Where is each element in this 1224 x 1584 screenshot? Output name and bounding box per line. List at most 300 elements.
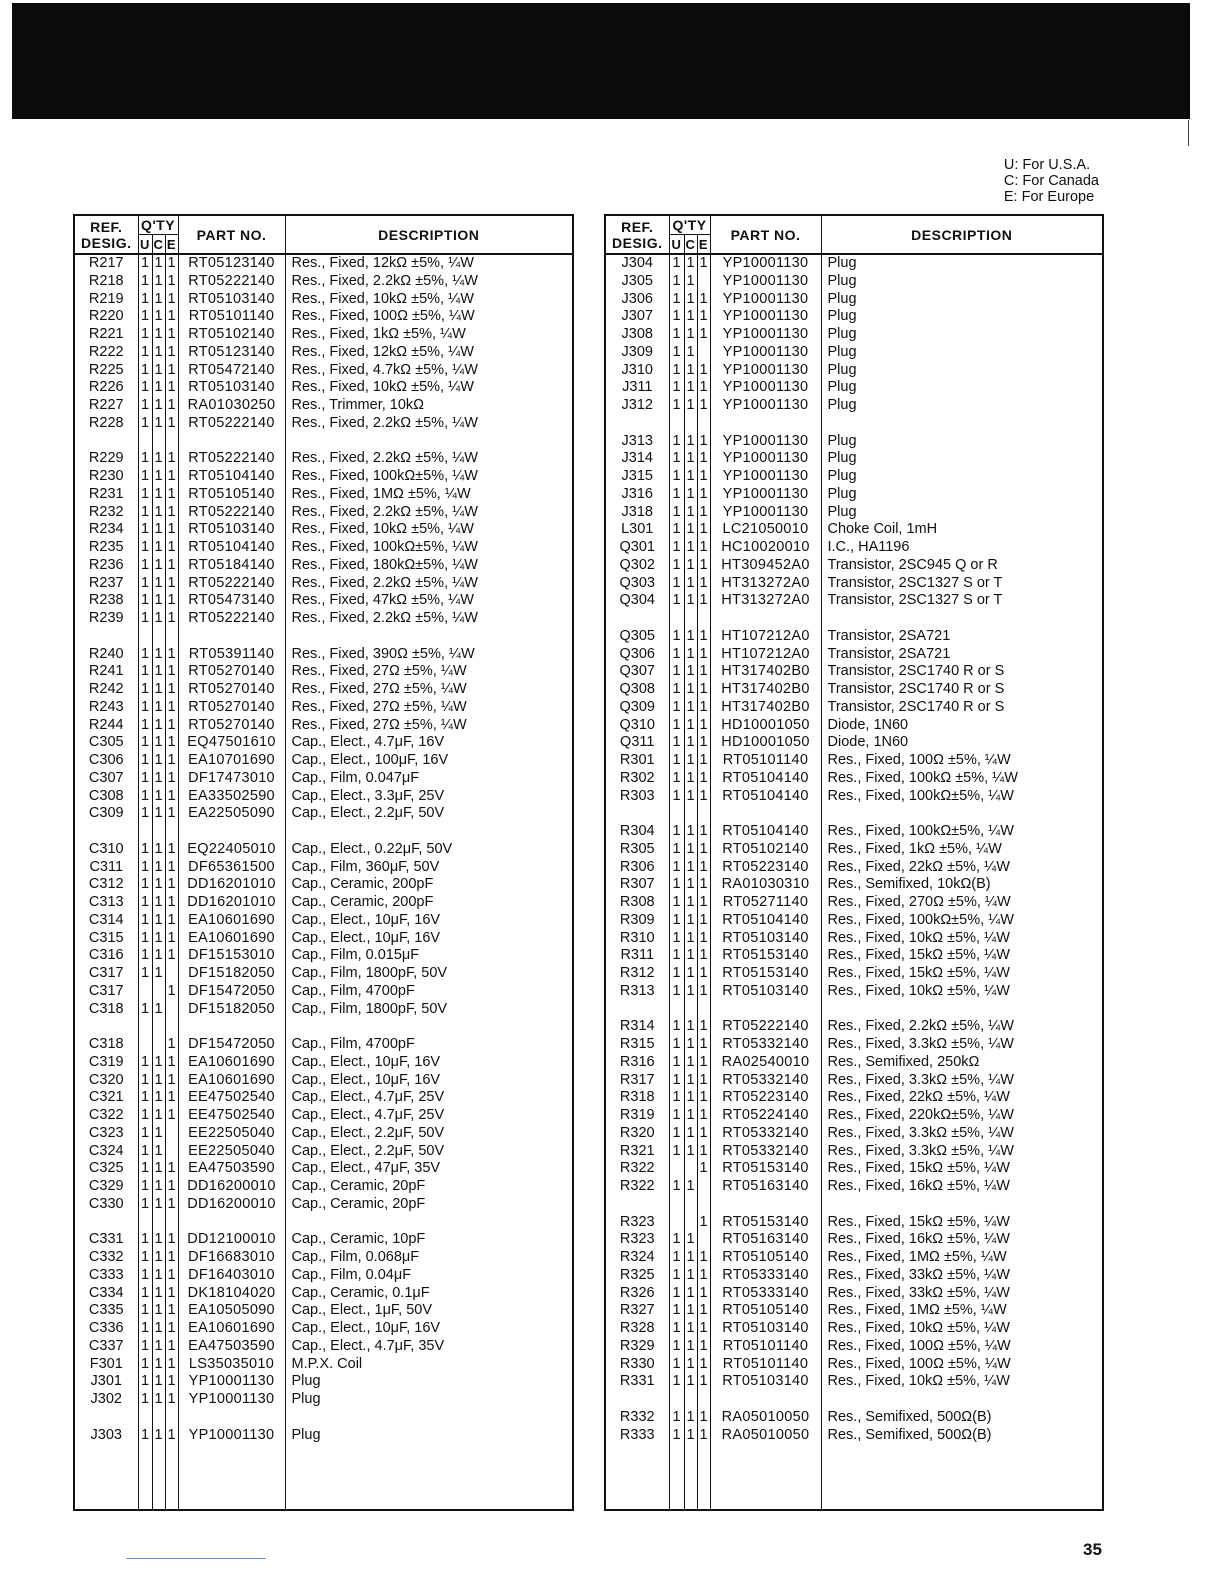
qty-e-cell: 1 [165, 1427, 178, 1445]
description-cell: Res., Fixed, 10kΩ ±5%, ¼W [821, 930, 1103, 948]
part-no-cell: RT05184140 [178, 557, 285, 575]
ref-desig-cell: C322 [74, 1107, 138, 1125]
ref-desig-cell: F301 [74, 1356, 138, 1374]
qty-e-cell: 1 [697, 1036, 710, 1054]
qty-u-cell: 1 [669, 291, 684, 309]
parts-table-left [73, 214, 574, 1511]
qty-u-cell: 1 [138, 397, 152, 415]
table-row [605, 397, 1103, 415]
qty-e-cell: 1 [165, 450, 178, 468]
qty-u-cell: 1 [669, 433, 684, 451]
part-no-cell: HT107212A0 [710, 646, 821, 664]
part-no-cell: RT05153140 [710, 947, 821, 965]
qty-e-cell: 1 [165, 1231, 178, 1249]
empty-cell [605, 1001, 669, 1019]
table-row [605, 770, 1103, 788]
table-row [74, 1338, 573, 1356]
row-gap [74, 1214, 573, 1232]
description-cell: Res., Fixed, 22kΩ ±5%, ¼W [821, 1089, 1103, 1107]
description-cell: Res., Fixed, 27Ω ±5%, ¼W [285, 681, 573, 699]
part-no-cell: DF15153010 [178, 947, 285, 965]
part-no-cell: YP10001130 [710, 254, 821, 273]
table-row [605, 379, 1103, 397]
qty-e-cell: 1 [697, 681, 710, 699]
ref-desig-cell: R311 [605, 947, 669, 965]
qty-e-cell: 1 [697, 734, 710, 752]
table-row [605, 1267, 1103, 1285]
qty-e-cell: 1 [165, 1054, 178, 1072]
qty-c-cell: 1 [684, 308, 697, 326]
empty-cell [285, 1214, 573, 1232]
ref-desig-cell: R330 [605, 1356, 669, 1374]
ref-desig-cell: C321 [74, 1089, 138, 1107]
empty-cell [669, 1444, 684, 1510]
table-row [74, 575, 573, 593]
part-no-cell: RT05104140 [178, 468, 285, 486]
table-row [74, 734, 573, 752]
table-row [74, 291, 573, 309]
description-cell: Transistor, 2SC1740 R or S [821, 663, 1103, 681]
qty-e-cell: 1 [697, 876, 710, 894]
qty-u-cell: 1 [669, 788, 684, 806]
part-no-cell: YP10001130 [710, 450, 821, 468]
part-no-cell: DK18104020 [178, 1285, 285, 1303]
table-row [74, 1072, 573, 1090]
description-cell: Cap., Film, 0.04μF [285, 1267, 573, 1285]
qty-u-cell: 1 [138, 1107, 152, 1125]
table-row [605, 1072, 1103, 1090]
row-gap [605, 415, 1103, 433]
part-no-cell: DF16403010 [178, 1267, 285, 1285]
description-cell: Cap., Elect., 2.2μF, 50V [285, 1125, 573, 1143]
ref-desig-cell: C317 [74, 983, 138, 1001]
table-row [605, 291, 1103, 309]
empty-cell [138, 1214, 152, 1232]
ref-desig-cell: R317 [605, 1072, 669, 1090]
description-cell: Plug [821, 450, 1103, 468]
qty-e-cell: 1 [697, 1072, 710, 1090]
table-row [74, 912, 573, 930]
qty-e-cell: 1 [165, 468, 178, 486]
description-cell: Res., Fixed, 33kΩ ±5%, ¼W [821, 1285, 1103, 1303]
description-cell: Res., Fixed, 12kΩ ±5%, ¼W [285, 254, 573, 273]
qty-e-cell: 1 [697, 663, 710, 681]
qty-e-cell: 1 [165, 1338, 178, 1356]
ref-desig-cell: R333 [605, 1427, 669, 1445]
qty-c-cell: 1 [684, 1072, 697, 1090]
qty-c-cell: 1 [684, 1089, 697, 1107]
qty-u-cell: 1 [669, 1178, 684, 1196]
part-no-cell: RA01030310 [710, 876, 821, 894]
qty-c-cell: 1 [684, 770, 697, 788]
qty-c-cell: 1 [684, 1054, 697, 1072]
qty-c-cell: 1 [152, 894, 165, 912]
qty-u-cell: 1 [669, 468, 684, 486]
part-no-cell: RA05010050 [710, 1409, 821, 1427]
part-no-cell: EA10601690 [178, 1054, 285, 1072]
row-gap [74, 823, 573, 841]
empty-cell [152, 1444, 165, 1510]
qty-e-cell: 1 [697, 1089, 710, 1107]
part-no-cell: EA10505090 [178, 1302, 285, 1320]
ref-desig-cell: Q308 [605, 681, 669, 699]
qty-e-cell: 1 [697, 752, 710, 770]
empty-cell [74, 1018, 138, 1036]
ref-desig-cell: R306 [605, 859, 669, 877]
qty-c-cell: 1 [152, 291, 165, 309]
qty-e-cell: 1 [165, 344, 178, 362]
description-cell: Res., Fixed, 3.3kΩ ±5%, ¼W [821, 1072, 1103, 1090]
qty-c-cell: 1 [684, 1302, 697, 1320]
row-gap [605, 1196, 1103, 1214]
table-row [74, 699, 573, 717]
empty-cell [821, 415, 1103, 433]
description-cell: Res., Fixed, 16kΩ ±5%, ¼W [821, 1231, 1103, 1249]
part-no-cell: YP10001130 [178, 1427, 285, 1445]
description-cell: Cap., Ceramic, 20pF [285, 1178, 573, 1196]
qty-u-cell: 1 [138, 663, 152, 681]
qty-e-cell: 1 [165, 983, 178, 1001]
table-row [605, 504, 1103, 522]
empty-cell [178, 1214, 285, 1232]
ref-desig-cell: R305 [605, 841, 669, 859]
empty-cell [697, 415, 710, 433]
table-row [605, 912, 1103, 930]
ref-desig-cell: R231 [74, 486, 138, 504]
part-no-cell: EE47502540 [178, 1107, 285, 1125]
qty-e-cell: 1 [165, 273, 178, 291]
empty-cell [178, 433, 285, 451]
description-cell: Plug [821, 254, 1103, 273]
qty-c-cell: 1 [152, 1125, 165, 1143]
qty-c-cell: 1 [152, 1001, 165, 1019]
qty-u-cell: 1 [138, 1072, 152, 1090]
qty-u-cell: 1 [669, 575, 684, 593]
qty-e-cell: 1 [165, 1391, 178, 1409]
ref-desig-cell: R229 [74, 450, 138, 468]
qty-c-cell: 1 [152, 610, 165, 628]
part-no-cell: RT05222140 [178, 450, 285, 468]
table-row [74, 752, 573, 770]
description-cell: Cap., Elect., 4.7μF, 35V [285, 1338, 573, 1356]
qty-u-cell: 1 [138, 1285, 152, 1303]
description-cell: Res., Fixed, 2.2kΩ ±5%, ¼W [285, 504, 573, 522]
ref-desig-cell: R230 [74, 468, 138, 486]
qty-c-cell: 1 [152, 770, 165, 788]
empty-cell [669, 1391, 684, 1409]
qty-u-cell: 1 [669, 1072, 684, 1090]
qty-c-cell: 1 [684, 1356, 697, 1374]
ref-desig-cell: C311 [74, 859, 138, 877]
description-cell: Diode, 1N60 [821, 734, 1103, 752]
qty-e-cell: 1 [697, 1267, 710, 1285]
qty-u-cell: 1 [669, 894, 684, 912]
qty-c-cell [684, 1160, 697, 1178]
part-no-cell: YP10001130 [178, 1391, 285, 1409]
empty-cell [821, 610, 1103, 628]
qty-c-cell: 1 [152, 379, 165, 397]
qty-u-cell: 1 [669, 486, 684, 504]
part-no-cell: RT05223140 [710, 1089, 821, 1107]
qty-e-cell: 1 [697, 539, 710, 557]
row-gap [605, 1391, 1103, 1409]
qty-c-cell: 1 [152, 575, 165, 593]
ref-desig-cell: R313 [605, 983, 669, 1001]
part-no-cell: RT05105140 [178, 486, 285, 504]
part-no-cell: RT05222140 [178, 575, 285, 593]
qty-e-cell: 1 [165, 1107, 178, 1125]
qty-c-cell: 1 [152, 592, 165, 610]
qty-c-cell: 1 [152, 1249, 165, 1267]
part-no-cell: EQ22405010 [178, 841, 285, 859]
qty-e-cell: 1 [697, 628, 710, 646]
qty-e-cell: 1 [697, 1302, 710, 1320]
ref-desig-cell: J305 [605, 273, 669, 291]
qty-c-cell: 1 [152, 1427, 165, 1445]
qty-e-cell: 1 [697, 486, 710, 504]
ref-desig-cell: R222 [74, 344, 138, 362]
qty-c-cell: 1 [684, 1143, 697, 1161]
table-row [605, 699, 1103, 717]
qty-u-cell: 1 [669, 1125, 684, 1143]
table-row [605, 486, 1103, 504]
ref-desig-cell: R323 [605, 1231, 669, 1249]
row-gap [605, 805, 1103, 823]
qty-e-cell: 1 [165, 1160, 178, 1178]
description-cell: Res., Fixed, 3.3kΩ ±5%, ¼W [821, 1036, 1103, 1054]
qty-e-cell: 1 [697, 1285, 710, 1303]
qty-e-cell [697, 273, 710, 291]
description-cell: Plug [285, 1391, 573, 1409]
part-no-cell: RT05271140 [710, 894, 821, 912]
description-cell: Cap., Ceramic, 10pF [285, 1231, 573, 1249]
part-no-cell: EQ47501610 [178, 734, 285, 752]
description-cell: Res., Fixed, 10kΩ ±5%, ¼W [285, 379, 573, 397]
ref-desig-cell: C333 [74, 1267, 138, 1285]
description-cell: Res., Fixed, 10kΩ ±5%, ¼W [821, 983, 1103, 1001]
ref-desig-cell: J303 [74, 1427, 138, 1445]
empty-cell [74, 628, 138, 646]
qty-u-cell: 1 [669, 1373, 684, 1391]
description-cell: Plug [821, 468, 1103, 486]
empty-cell [285, 1409, 573, 1427]
qty-e-cell: 1 [165, 788, 178, 806]
empty-cell [821, 1391, 1103, 1409]
qty-e-cell: 1 [165, 1178, 178, 1196]
part-no-cell: RT05270140 [178, 717, 285, 735]
ref-desig-cell: R331 [605, 1373, 669, 1391]
qty-c-cell: 1 [684, 1373, 697, 1391]
table-row [605, 1143, 1103, 1161]
qty-c-header: C [152, 235, 165, 255]
description-cell: Cap., Elect., 10μF, 16V [285, 930, 573, 948]
table-row [74, 1001, 573, 1019]
description-cell: Plug [821, 486, 1103, 504]
ref-desig-cell: R302 [605, 770, 669, 788]
table-row [605, 575, 1103, 593]
qty-c-cell: 1 [152, 254, 165, 273]
description-cell: I.C., HA1196 [821, 539, 1103, 557]
description-cell: Res., Semifixed, 10kΩ(B) [821, 876, 1103, 894]
qty-e-cell: 1 [697, 504, 710, 522]
table-row [74, 1391, 573, 1409]
table-row [605, 983, 1103, 1001]
empty-cell [138, 1018, 152, 1036]
qty-c-cell: 1 [684, 539, 697, 557]
empty-cell [697, 805, 710, 823]
qty-c-cell: 1 [152, 1373, 165, 1391]
qty-c-cell: 1 [684, 1285, 697, 1303]
description-header: DESCRIPTION [821, 215, 1103, 254]
part-no-cell: RT05222140 [178, 610, 285, 628]
empty-cell [178, 1444, 285, 1510]
qty-c-cell: 1 [152, 841, 165, 859]
qty-u-cell: 1 [669, 681, 684, 699]
ref-desig-cell: R314 [605, 1018, 669, 1036]
qty-e-cell: 1 [165, 592, 178, 610]
qty-u-cell: 1 [669, 734, 684, 752]
qty-u-cell: 1 [669, 504, 684, 522]
filler-row [74, 1444, 573, 1510]
ref-desig-cell: R234 [74, 521, 138, 539]
table-row [605, 646, 1103, 664]
qty-e-cell: 1 [165, 1196, 178, 1214]
description-cell: Cap., Elect., 47μF, 35V [285, 1160, 573, 1178]
qty-u-cell: 1 [669, 1143, 684, 1161]
table-row [74, 681, 573, 699]
qty-u-cell: 1 [669, 930, 684, 948]
description-cell: Transistor, 2SC1740 R or S [821, 699, 1103, 717]
part-no-cell: RT05473140 [178, 592, 285, 610]
qty-u-cell: 1 [669, 362, 684, 380]
empty-cell [165, 823, 178, 841]
qty-e-cell: 1 [165, 770, 178, 788]
qty-c-cell: 1 [684, 592, 697, 610]
table-row [74, 539, 573, 557]
qty-u-cell: 1 [669, 539, 684, 557]
table-row [605, 859, 1103, 877]
table-row [74, 308, 573, 326]
part-no-cell: RT05332140 [710, 1125, 821, 1143]
qty-u-cell: 1 [138, 681, 152, 699]
ref-desig-cell: C306 [74, 752, 138, 770]
ref-desig-cell: C314 [74, 912, 138, 930]
table-row [74, 1320, 573, 1338]
row-gap [74, 433, 573, 451]
qty-e-cell: 1 [165, 734, 178, 752]
table-row [74, 450, 573, 468]
qty-e-cell: 1 [165, 1072, 178, 1090]
table-row [605, 734, 1103, 752]
table-row [605, 468, 1103, 486]
table-row [74, 1231, 573, 1249]
qty-c-cell [684, 1214, 697, 1232]
table-row [605, 1320, 1103, 1338]
table-row [74, 1267, 573, 1285]
qty-u-cell: 1 [669, 1249, 684, 1267]
part-no-cell: RT05333140 [710, 1285, 821, 1303]
table-row [74, 486, 573, 504]
qty-e-cell: 1 [165, 947, 178, 965]
ref-desig-cell: J310 [605, 362, 669, 380]
qty-e-header: E [165, 235, 178, 255]
empty-cell [178, 823, 285, 841]
empty-cell [710, 610, 821, 628]
qty-e-cell: 1 [697, 326, 710, 344]
qty-c-cell: 1 [152, 450, 165, 468]
part-no-cell: YP10001130 [710, 344, 821, 362]
ref-desig-cell: Q305 [605, 628, 669, 646]
part-no-cell: RT05123140 [178, 344, 285, 362]
table-row [605, 1054, 1103, 1072]
part-no-cell: RT05101140 [178, 308, 285, 326]
qty-e-cell: 1 [165, 291, 178, 309]
qty-c-cell: 1 [684, 1018, 697, 1036]
description-cell: Cap., Elect., 10μF, 16V [285, 912, 573, 930]
qty-e-cell [697, 1178, 710, 1196]
qty-u-cell: 1 [669, 947, 684, 965]
row-gap [605, 610, 1103, 628]
empty-cell [605, 805, 669, 823]
qty-c-cell: 1 [684, 450, 697, 468]
description-header: DESCRIPTION [285, 215, 573, 254]
description-cell: Transistor, 2SA721 [821, 646, 1103, 664]
qty-c-cell: 1 [684, 1338, 697, 1356]
empty-cell [152, 823, 165, 841]
part-no-cell: LS35035010 [178, 1356, 285, 1374]
qty-u-cell: 1 [669, 770, 684, 788]
ref-desig-cell: J301 [74, 1373, 138, 1391]
table-row [74, 947, 573, 965]
part-no-cell: HT317402B0 [710, 681, 821, 699]
qty-c-cell: 1 [152, 947, 165, 965]
empty-cell [152, 433, 165, 451]
qty-u-cell: 1 [669, 592, 684, 610]
description-cell: Plug [821, 362, 1103, 380]
part-no-cell: RT05103140 [710, 1373, 821, 1391]
part-no-cell: HT317402B0 [710, 663, 821, 681]
description-cell: Res., Fixed, 33kΩ ±5%, ¼W [821, 1267, 1103, 1285]
qty-u-cell: 1 [138, 539, 152, 557]
qty-u-cell: 1 [669, 1018, 684, 1036]
ref-desig-cell: R239 [74, 610, 138, 628]
part-no-cell: HD10001050 [710, 734, 821, 752]
table-row [605, 433, 1103, 451]
row-gap [605, 1001, 1103, 1019]
ref-desig-cell: R241 [74, 663, 138, 681]
qty-u-cell: 1 [669, 557, 684, 575]
description-cell: Cap., Film, 0.068μF [285, 1249, 573, 1267]
qty-u-cell: 1 [669, 1356, 684, 1374]
table-row [605, 344, 1103, 362]
table-row [605, 1036, 1103, 1054]
empty-cell [74, 1444, 138, 1510]
table-row [605, 717, 1103, 735]
qty-e-cell: 1 [165, 415, 178, 433]
qty-e-cell: 1 [165, 912, 178, 930]
qty-u-cell: 1 [669, 450, 684, 468]
description-cell: Cap., Elect., 100μF, 16V [285, 752, 573, 770]
qty-e-cell: 1 [697, 1214, 710, 1232]
qty-c-cell: 1 [684, 1125, 697, 1143]
part-no-cell: RT05103140 [178, 521, 285, 539]
qty-u-cell: 1 [138, 1231, 152, 1249]
empty-cell [821, 1196, 1103, 1214]
table-row [605, 1107, 1103, 1125]
ref-desig-cell: R235 [74, 539, 138, 557]
empty-cell [138, 433, 152, 451]
qty-u-cell: 1 [669, 1231, 684, 1249]
